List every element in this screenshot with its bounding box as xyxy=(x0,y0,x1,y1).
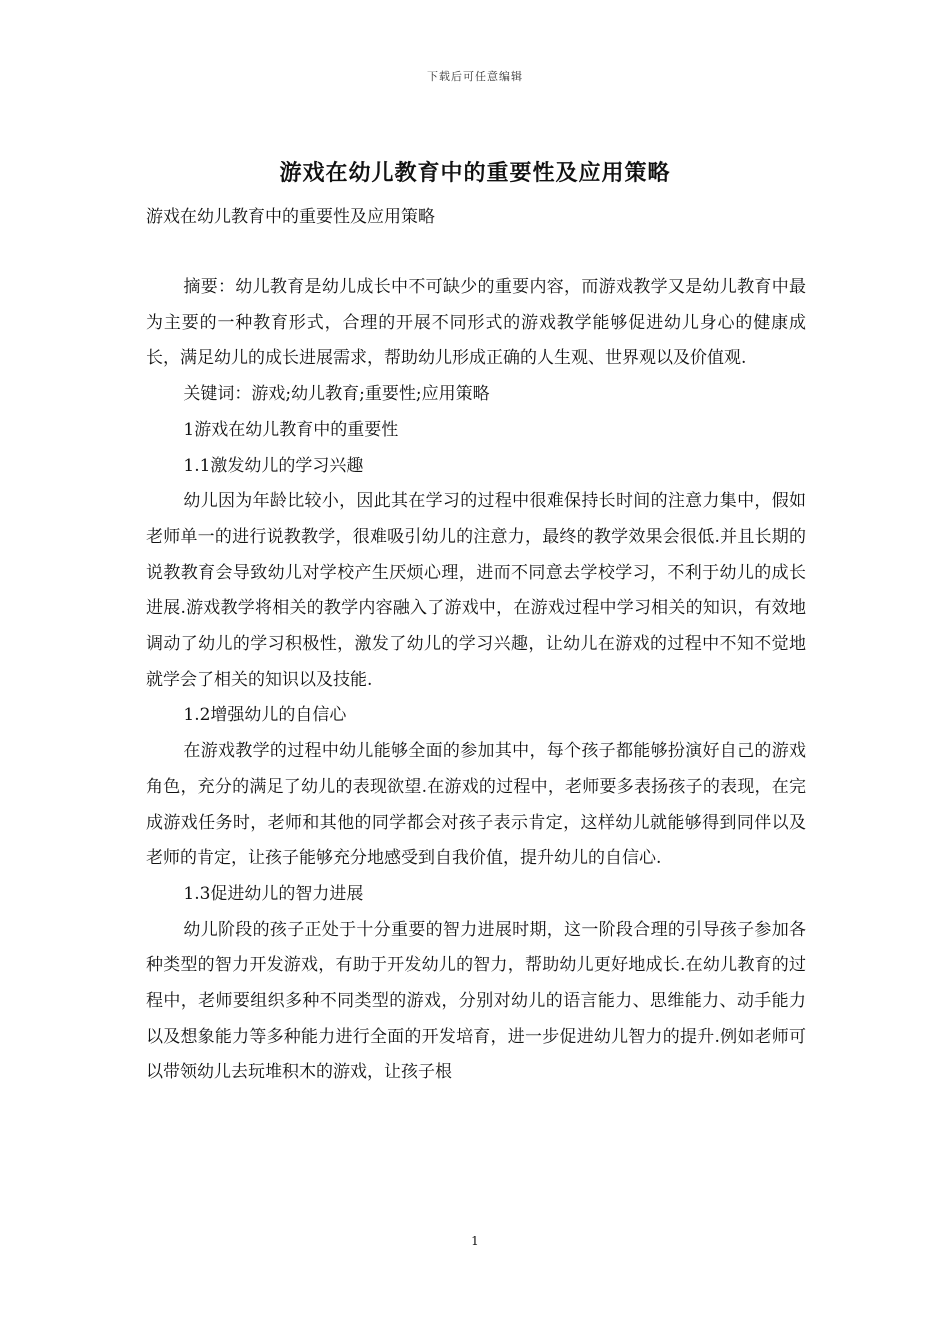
subsection-heading: 1.2增强幼儿的自信心 xyxy=(183,705,347,726)
header-note: 下载后可任意编辑 xyxy=(427,70,523,83)
body-paragraph: 在游戏教学的过程中幼儿能够全面的参加其中，每个孩子都能够扮演好自己的游戏角色，充分的满足了幼儿的表现欲望.在游戏的过程中，老师要多表扬孩子的表现，在完成游戏任务时，老师和其他的同学都会对孩子表示肯定，这样幼儿就能够得到同伴以及老师的肯定，让孩子能够充分地感受到自我价值，提升幼儿的自信心. xyxy=(146,741,806,869)
page-number: 1 xyxy=(471,1234,479,1248)
subsection-heading: 1.3促进幼儿的智力进展 xyxy=(183,883,364,904)
body-paragraph: 幼儿因为年龄比较小，因此其在学习的过程中很难保持长时间的注意力集中，假如老师单一的进行说教教学，很难吸引幼儿的注意力，最终的教学效果会很低.并且长期的说教教育会导致幼儿对学校产生厌烦心理，进而不同意去学校学习，不利于幼儿的成长进展.游戏教学将相关的教学内容融入了游戏中，在游戏过程中学习相关的知识，有效地调动了幼儿的学习积极性，激发了幼儿的学习兴趣，让幼儿在游戏的过程中不知不觉地就学会了相关的知识以及技能. xyxy=(146,491,806,690)
document-body xyxy=(146,270,806,1091)
subsection-heading: 1.1激发幼儿的学习兴趣 xyxy=(183,455,364,476)
body-paragraph: 幼儿阶段的孩子正处于十分重要的智力进展时期，这一阶段合理的引导孩子参加各种类型的智力开发游戏，有助于开发幼儿的智力，帮助幼儿更好地成长.在幼儿教育的过程中，老师要组织多种不同类型的游戏，分别对幼儿的语言能力、思维能力、动手能力以及想象能力等多种能力进行全面的开发培育，进一步促进幼儿智力的提升.例如老师可以带领幼儿去玩堆积木的游戏，让孩子根 xyxy=(146,919,806,1083)
section-heading: 1游戏在幼儿教育中的重要性 xyxy=(183,419,399,440)
document-subtitle: 游戏在幼儿教育中的重要性及应用策略 xyxy=(146,207,435,227)
document-title: 游戏在幼儿教育中的重要性及应用策略 xyxy=(279,160,671,186)
abstract-paragraph: 摘要：幼儿教育是幼儿成长中不可缺少的重要内容，而游戏教学又是幼儿教育中最为主要的一种教育形式，合理的开展不同形式的游戏教学能够促进幼儿身心的健康成长，满足幼儿的成长进展需求，帮助幼儿形成正确的人生观、世界观以及价值观. xyxy=(146,277,806,369)
keywords-line: 关键词：游戏;幼儿教育;重要性;应用策略 xyxy=(183,384,490,405)
